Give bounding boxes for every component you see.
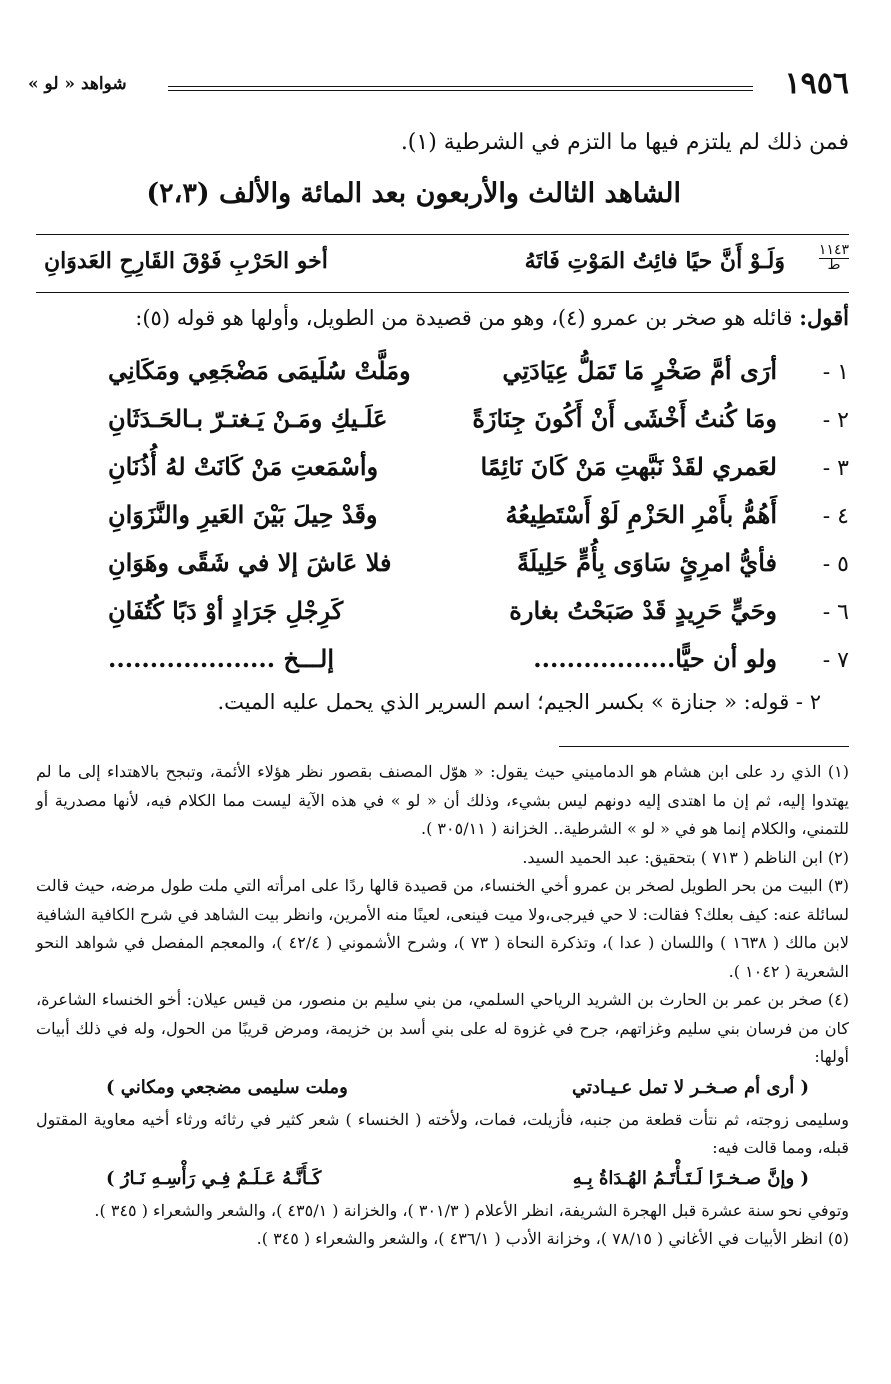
running-header [28,66,849,106]
poem-verse: ٣ - لعَمري لقَدْ نَبَّهتِ مَنْ كَانَ نَائِمًا وأسْمَعتِ مَنْ كَانَتْ لهُ أُذُنَانِ [108,452,849,481]
page-number: ١٩٥٦ [784,66,849,101]
poem-verse: ٤ - أَهُمُّ بأَمْرِ الحَزْمِ لَوْ أَسْتَطِيعُهُ وقَدْ حِيلَ بَيْنَ العَيرِ والنَّزَوَانِ [108,500,849,529]
poem-verse: ١ - أرَى أمَّ صَخْرٍ مَا تَمَلُّ عِيَادَتِي ومَلَّتْ سُلَيمَى مَضْجَعِي ومَكَانِي [108,356,849,385]
shahid-number: ١١٤٣ ط [818,242,849,273]
bottom-divider [36,292,849,293]
aqul-label: أقول: [799,305,849,330]
explanatory-note: ٢ - قوله: « جنازة » بكسر الجيم؛ اسم السرير الذي يحمل عليه الميت. [217,690,821,714]
footnote-3: (٣) البيت من بحر الطويل لصخر بن عمرو أخي الخنساء، من قصيدة قالها ردًا على امرأته التي ملت طول مرضه، حيث قالت لسائلة عنه: كيف بعلك؟ فقالت: لا حي فيرجى،ولا ميت فينعى، لعينًا منه الأمرين، وانظر بيت الشاهد في شرح الكافية الشافية لابن مالك ( ١٦٣٨ ) واللسان ( عدا )، وتذكرة النحاة ( ٧٣ )، وشرح الأشموني ( ٤٢/٤ )، والمعجم المفصل في شواهد النحو الشعرية ( ١٠٤٢ ). [36,876,850,981]
top-divider [36,234,849,235]
running-title: شواهد « لو » [28,74,127,94]
footnote-separator [559,746,849,747]
poem-verse: ٢ - ومَا كُنتُ أَخْشَى أَنْ أَكُونَ جِنَازَةً عَلَـيكِ ومَـنْ يَـغتـرّ بـالحَـدَثَانِ [108,404,849,433]
intro-line: فمن ذلك لم يلتزم فيها ما التزم في الشرطية (١). [400,130,849,155]
footnote-5: (٥) انظر الأبيات في الأغاني ( ٧٨/١٥ )، وخزانة الأدب ( ٤٣٦/١ )، والشعر والشعراء ( ٣٤٥ ). [256,1229,849,1248]
footnote-1: (١) الذي رد على ابن هشام هو الدماميني حيث يقول: « هوّل المصنف بقصور نظر هؤلاء الأئمة، وتبجح بالاهتداء إلى ما لم يهتدوا إليه، ثم إن ما اهتدى إليه دونهم ليس بشيء، وذلك أن « لو » في هذه الآية ليست مما الكلام فيه، لأنها مصدرية أو للتمني، والكلام إنما هو في « لو » الشرطية.. الخزانة ( ٣٠٥/١١ ). [36,762,849,838]
footnote-2: (٢) ابن الناظم ( ٧١٣ ) بتحقيق: عبد الحميد السيد. [522,847,849,867]
poem-verse: ٦ - وحَيٍّ حَرِيدٍ قَدْ صَبَحْتُ بغارة كَرِجْلِ جَرَادٍ أوْ دَبًا كُتُفَانِ [108,596,849,625]
footnote-4-continued: وسليمى زوجته، ثم نتأت قطعة من جنبه، فأزيلت، فمات، ولأخته ( الخنساء ) شعر كثير في رثائه ورثاء أخيه معاوية المقتول قبله، ومما قالت فيه: [36,1109,849,1157]
aqul-paragraph [36,305,849,330]
shahid-heading: الشاهد الثالث والأربعون بعد المائة والألف (٢،٣) [146,178,681,209]
footnote-verse: ( وإنَّ صـخـرًا لَـتَـأْتَـمُ الهُـدَاةُ بِـهِ كَـأَنَّـهُ عَـلَـمٌ فِـي رَأْسِـهِ نَـارُ ) [106,1167,809,1189]
footnotes [36,758,849,1254]
shahid-verse [36,242,849,292]
poem-verse: ٥ - فأيُّ امرِئٍ سَاوَى بِأُمٍّ حَلِيلَةً فلا عَاشَ إلا في شَقًى وهَوَانِ [108,548,849,577]
poem-verse: ٧ - ولو أن حيًّا................. إلـــخ .................... [108,644,849,673]
footnote-4: (٤) صخر بن عمر بن الحارث بن الشريد الرياحي السلمي، من بني سليم بن منصور، من قيس عيلان: أخو الخنساء الشاعرة، كان من فرسان بني سليم وغزاتهم، جرح في غزوة له على بني أسد بن خزيمة، ومرض قريبًا من الحول، وله في ذلك أبيات أولها: [36,990,849,1066]
shahid-hemistich-2: أخو الحَرْبِ فَوْقَ القَارِحِ العَدوَانِ [44,248,328,274]
footnote-verse: ( أرى أم صـخـر لا تمل عـيـادتي وملت سليمى مضجعي ومكاني ) [106,1076,809,1098]
footnote-4-end: وتوفي نحو سنة عشرة قبل الهجرة الشريفة، انظر الأعلام ( ٣٠١/٣ )، والخزانة ( ٤٣٥/١ )، والشعر والشعراء ( ٣٤٥ ). [94,1200,849,1220]
aqul-text: قائله هو صخر بن عمرو (٤)، وهو من قصيدة من الطويل، وأولها هو قوله (٥): [135,306,800,330]
header-rule [168,86,753,91]
shahid-hemistich-1: وَلَـوْ أَنَّ حيًا فائِتُ المَوْتِ فَاتَهُ [524,248,785,274]
